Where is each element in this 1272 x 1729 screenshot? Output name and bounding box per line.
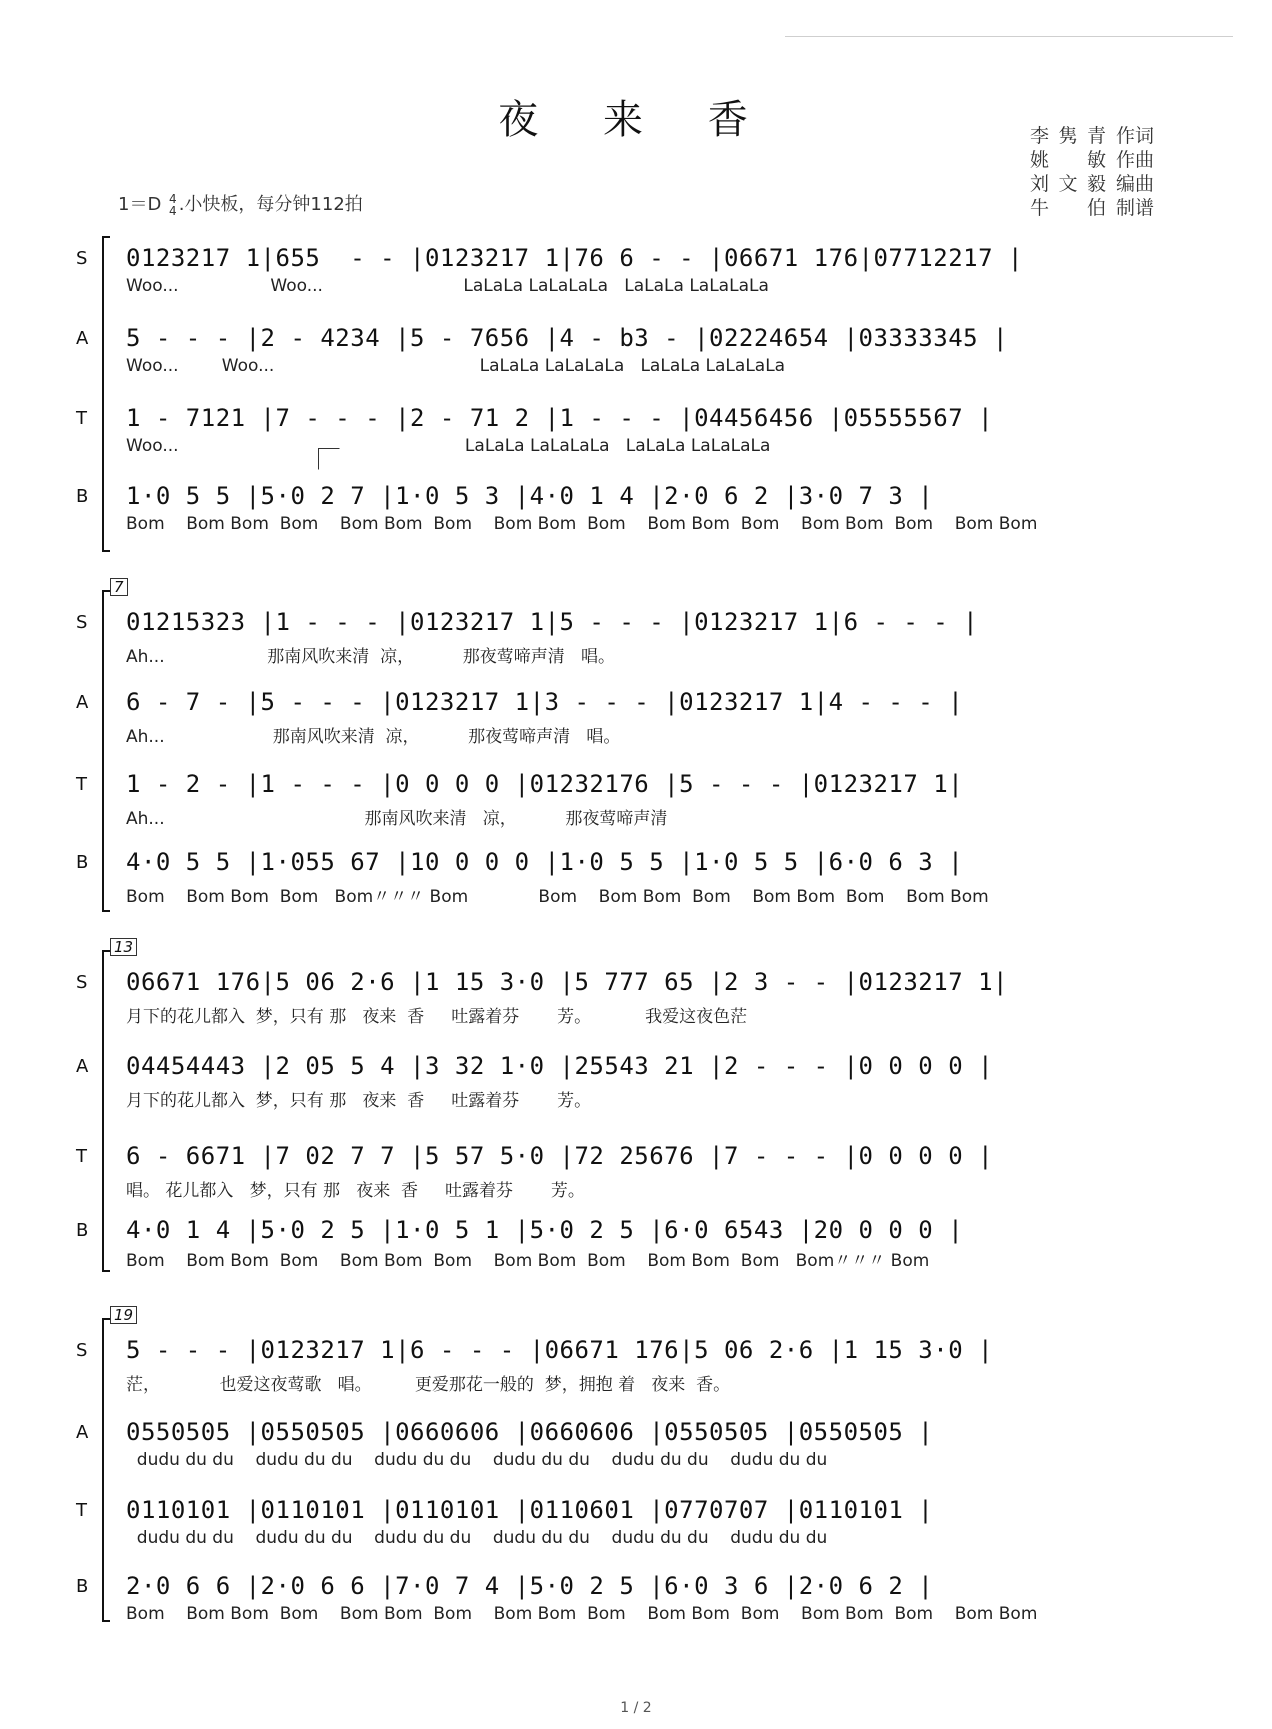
notes-line: 4·0 5 5 |1·055 67 |10 0 0 0 |1·0 5 5 |1·0 5 5 |6·0 6 3 | [126,848,964,876]
lyrics-line: Bom Bom Bom Bom Bom〃〃〃 Bom Bom Bom Bom Bom Bom Bom Bom Bom Bom [126,887,989,907]
notes-line: 6 - 6671 |7 02 7 7 |5 57 5·0 |72 25676 |7 - - - |0 0 0 0 | [126,1142,994,1170]
credit-lyricist [1030,124,1154,148]
voice-label: T [76,774,87,795]
top-rule [785,36,1233,37]
notes-line: 1 - 7121 |7 - - - |2 - 71 2 |1 - - - |04456456 |05555567 | [126,404,994,432]
measure-number: 13 [110,938,137,956]
lyrics-line: 唱。 花儿都入 梦，只有 那 夜来 香 吐露着芬 芳。 [126,1181,585,1201]
lyrics-line: Woo... LaLaLa LaLaLaLa LaLaLa LaLaLaLa [126,436,771,456]
measure-number: 19 [110,1306,137,1324]
notes-line: 2·0 6 6 |2·0 6 6 |7·0 7 4 |5·0 2 5 |6·0 3 6 |2·0 6 2 | [126,1572,934,1600]
credit-role: 制谱 [1116,197,1155,219]
credit-arranger [1030,172,1154,196]
credit-composer [1030,148,1154,172]
lyrics-line: 月下的花儿都入 梦，只有 那 夜来 香 吐露着芬 芳。 [126,1091,592,1111]
bracket-mark [318,448,340,470]
lyrics-line: dudu du du dudu du du dudu du du dudu du du dudu du du dudu du du [126,1450,828,1470]
credit-role: 作曲 [1116,149,1155,171]
lyrics-line: Bom Bom Bom Bom Bom Bom Bom Bom Bom Bom Bom Bom Bom Bom Bom Bom Bom Bom [126,1604,1038,1624]
credit-role: 编曲 [1116,173,1155,195]
lyrics-line: Bom Bom Bom Bom Bom Bom Bom Bom Bom Bom Bom Bom Bom Bom Bom Bom Bom Bom [126,514,1038,534]
measure-number: 7 [110,578,128,596]
page-number: 1 / 2 [620,1700,652,1716]
credit-name: 姚 敏 [1030,149,1106,171]
notes-line: 1·0 5 5 |5·0 2 7 |1·0 5 3 |4·0 1 4 |2·0 6 2 |3·0 7 3 | [126,482,934,510]
notes-line: 04454443 |2 05 5 4 |3 32 1·0 |25543 21 |2 - - - |0 0 0 0 | [126,1052,994,1080]
system-bracket [102,236,110,552]
voice-label: T [76,1500,87,1521]
meter-top: 4 [169,192,177,206]
tempo-text: .小快板，每分钟112拍 [178,194,363,215]
lyrics-line: Woo... Woo... LaLaLa LaLaLaLa LaLaLa LaLaLaLa [126,276,769,296]
credits-block [1030,124,1154,220]
lyrics-line: 茫， 也爱这夜莺歌 唱。 更爱那花一般的 梦，拥抱 着 夜来 香。 [126,1375,731,1395]
lyrics-line: 月下的花儿都入 梦，只有 那 夜来 香 吐露着芬 芳。 我爱这夜色茫 [126,1007,748,1027]
lyrics-line: Bom Bom Bom Bom Bom Bom Bom Bom Bom Bom Bom Bom Bom Bom〃〃〃 Bom [126,1251,930,1271]
voice-label: A [76,1056,89,1077]
notes-line: 0123217 1|655 - - |0123217 1|76 6 - - |06671 176|07712217 | [126,244,1023,272]
notes-line: 1 - 2 - |1 - - - |0 0 0 0 |01232176 |5 - - - |0123217 1| [126,770,964,798]
lyrics-line: dudu du du dudu du du dudu du du dudu du du dudu du du dudu du du [126,1528,828,1548]
lyrics-line: Ah... 那南风吹来清 凉， 那夜莺啼声清 唱。 [126,647,615,667]
voice-label: B [76,1576,89,1597]
voice-label: A [76,1422,89,1443]
notes-line: 01215323 |1 - - - |0123217 1|5 - - - |0123217 1|6 - - - | [126,608,979,636]
voice-label: S [76,1340,88,1361]
voice-label: T [76,1146,87,1167]
notes-line: 06671 176|5 06 2·6 |1 15 3·0 |5 777 65 |2 3 - - |0123217 1| [126,968,1009,996]
voice-label: S [76,248,88,269]
voice-label: S [76,972,88,993]
credit-engraver [1030,196,1154,220]
credit-name: 刘文毅 [1030,173,1106,195]
lyrics-line: Ah... 那南风吹来清 凉， 那夜莺啼声清 唱。 [126,727,621,747]
notes-line: 0110101 |0110101 |0110101 |0110601 |0770707 |0110101 | [126,1496,934,1524]
song-title: 夜 来 香 [498,97,774,143]
meter-bottom: 4 [169,204,177,218]
voice-label: T [76,408,87,429]
credit-role: 作词 [1116,125,1155,147]
voice-label: A [76,328,89,349]
notes-line: 0550505 |0550505 |0660606 |0660606 |0550505 |0550505 | [126,1418,934,1446]
time-signature [169,193,177,217]
voice-label: B [76,852,89,873]
notes-line: 4·0 1 4 |5·0 2 5 |1·0 5 1 |5·0 2 5 |6·0 6543 |20 0 0 0 | [126,1216,964,1244]
credit-name: 李隽青 [1030,125,1106,147]
system-bracket [102,590,110,912]
voice-label: A [76,692,89,713]
credit-name: 牛 伯 [1030,197,1106,219]
key-signature: 1＝D [118,194,162,215]
notes-line: 5 - - - |2 - 4234 |5 - 7656 |4 - b3 - |02224654 |03333345 | [126,324,1009,352]
voice-label: B [76,486,89,507]
system-bracket [102,1318,110,1622]
system-bracket [102,950,110,1272]
voice-label: S [76,612,88,633]
voice-label: B [76,1220,89,1241]
lyrics-line: Ah... 那南风吹来清 凉， 那夜莺啼声清 [126,809,668,829]
notes-line: 6 - 7 - |5 - - - |0123217 1|3 - - - |0123217 1|4 - - - | [126,688,964,716]
notes-line: 5 - - - |0123217 1|6 - - - |06671 176|5 06 2·6 |1 15 3·0 | [126,1336,994,1364]
lyrics-line: Woo... Woo... LaLaLa LaLaLaLa LaLaLa LaLaLaLa [126,356,786,376]
tempo-marking [118,190,363,217]
